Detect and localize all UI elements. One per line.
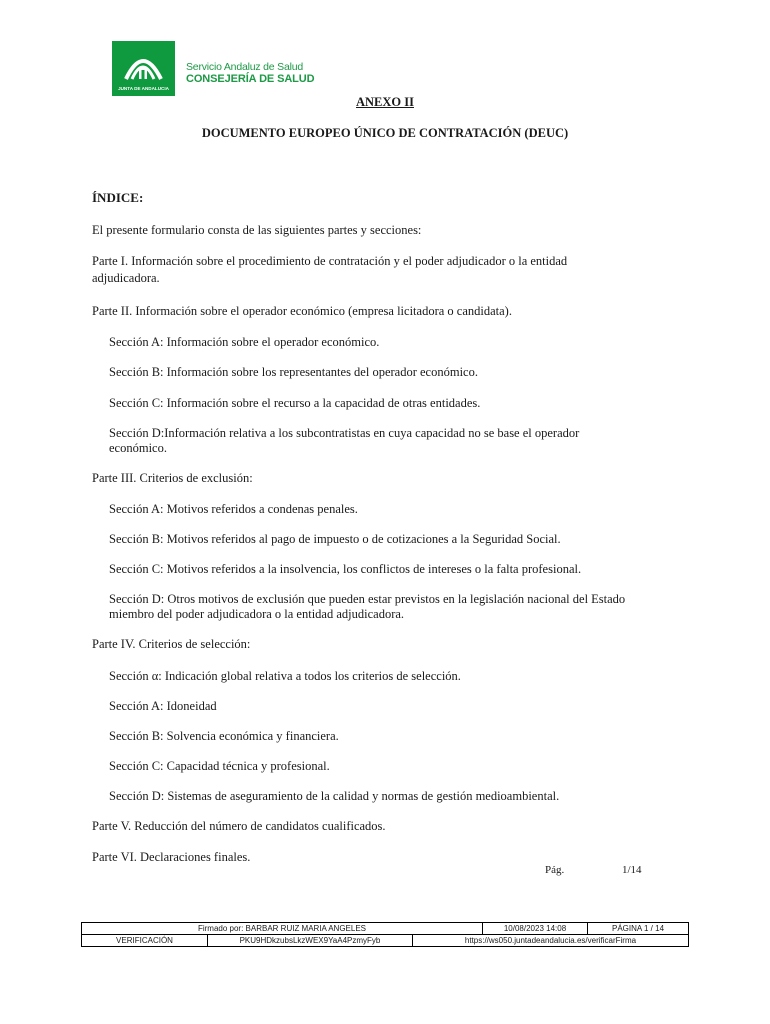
document-title: DOCUMENTO EUROPEO ÚNICO DE CONTRATACIÓN (DEUC) [201,126,569,140]
part-2-section-c: Sección C: Información sobre el recurso a la capacidad de otras entidades. [109,396,481,410]
part-4-section-alpha: Sección α: Indicación global relativa a todos los criterios de selección. [109,669,461,683]
part-6: Parte VI. Declaraciones finales. [92,850,251,864]
signature-date-cell: 10/08/2023 14:08 [483,923,588,935]
intro-text: El presente formulario consta de las siguientes partes y secciones: [92,223,422,237]
part-3-section-d-line2: miembro del poder adjudicadora o la entidad adjudicadora. [109,607,405,621]
part-4: Parte IV. Criterios de selección: [92,637,251,651]
verification-label-cell: VERIFICACIÓN [82,935,208,947]
part-4-section-c: Sección C: Capacidad técnica y profesional. [109,759,330,773]
org-line2: CONSEJERÍA DE SALUD [186,73,315,85]
junta-andalucia-logo [112,41,175,96]
part-1-line1: Parte I. Información sobre el procedimiento de contratación y el poder adjudicador o la entidad [92,254,568,268]
logo-caption: JUNTA DE ANDALUCIA [118,86,169,91]
annex-title-text: ANEXO II [356,95,414,109]
part-1-line2: adjudicadora. [92,271,160,285]
part-2: Parte II. Información sobre el operador económico (empresa licitadora o candidata). [92,304,512,318]
part-3-section-d-line1: Sección D: Otros motivos de exclusión que pueden estar previstos en la legislación nacional del Estado [109,592,626,606]
index-title: ÍNDICE: [92,190,144,205]
part-2-section-d-line1: Sección D:Información relativa a los subcontratistas en cuya capacidad no se base el operador [109,426,580,440]
signature-page-cell: PÁGINA 1 / 14 [588,923,689,935]
part-2-section-d-line2: económico. [109,441,167,455]
part-4-section-a: Sección A: Idoneidad [109,699,217,713]
part-4-section-b: Sección B: Solvencia económica y financiera. [109,729,339,743]
verification-url-link[interactable]: https://ws050.juntadeandalucia.es/verificarFirma [413,935,689,947]
organization-name [186,61,315,85]
page-number: 1/14 [622,864,642,876]
part-2-section-a: Sección A: Información sobre el operador económico. [109,335,380,349]
part-3-section-a: Sección A: Motivos referidos a condenas penales. [109,502,358,516]
part-5: Parte V. Reducción del número de candidatos cualificados. [92,819,386,833]
verification-code-cell: PKU9HDkzubsLkzWEX9YaA4PzmyFyb [208,935,413,947]
signed-by-cell: Firmado por: BARBAR RUIZ MARIA ANGELES [82,923,483,935]
part-3: Parte III. Criterios de exclusión: [92,471,253,485]
signature-row-2 [82,935,689,947]
part-3-section-c: Sección C: Motivos referidos a la insolvencia, los conflictos de intereses o la falta profesional. [109,562,582,576]
part-2-section-b: Sección B: Información sobre los representantes del operador económico. [109,365,478,379]
org-line1: Servicio Andaluz de Salud [186,61,303,73]
annex-title [0,95,770,110]
signature-row-1 [82,923,689,935]
signature-table [81,922,689,947]
part-3-section-b: Sección B: Motivos referidos al pago de impuesto o de cotizaciones a la Seguridad Social. [109,532,561,546]
part-4-section-d: Sección D: Sistemas de aseguramiento de la calidad y normas de gestión medioambiental. [109,789,560,803]
page-label: Pág. [545,864,565,876]
